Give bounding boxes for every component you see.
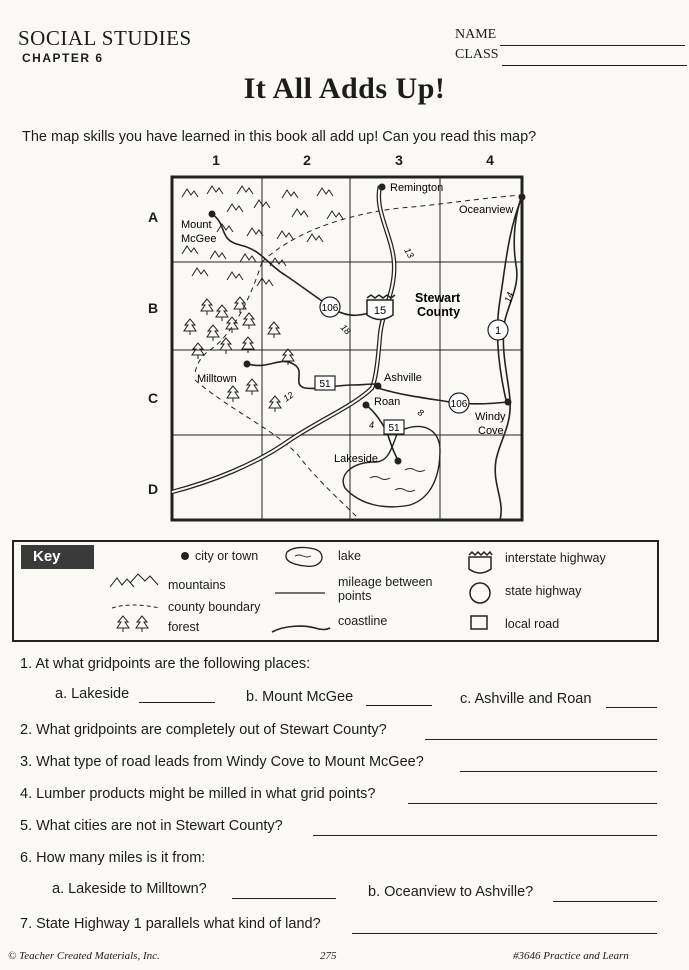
intro-text: The map skills you have learned in this book all add up! Can you read this map? <box>22 129 537 145</box>
answer-7-blank[interactable] <box>352 933 657 934</box>
local-road-51-box-lower: 51 <box>388 423 400 434</box>
question-4: 4. Lumber products might be milled in what grid points? <box>20 786 376 802</box>
key-coastline-label: coastline <box>338 614 388 628</box>
class-label: CLASS <box>455 47 499 62</box>
key-mileage-label-1: mileage between <box>338 575 433 589</box>
chapter-label: CHAPTER 6 <box>22 51 104 65</box>
key-forest-label: forest <box>168 620 200 634</box>
place-milltown: Milltown <box>197 373 237 385</box>
local-road-51-west <box>248 361 378 388</box>
answer-1b-blank[interactable] <box>366 705 432 706</box>
place-county: County <box>417 305 461 319</box>
key-city-label: city or town <box>195 549 259 563</box>
question-1: 1. At what gridpoints are the following places: <box>20 656 311 672</box>
page-title: It All Adds Up! <box>243 72 446 105</box>
footer-copyright: © Teacher Created Materials, Inc. <box>8 950 160 962</box>
key-state-highway-label: state highway <box>505 584 582 598</box>
question-3: 3. What type of road leads from Windy Cove to Mount McGee? <box>20 754 424 770</box>
question-2: 2. What gridpoints are completely out of Stewart County? <box>20 722 387 738</box>
lake <box>343 426 440 506</box>
answer-1c-blank[interactable] <box>606 707 657 708</box>
place-ashville: Ashville <box>384 372 422 384</box>
forest-symbols <box>184 297 294 412</box>
column-label-2: 2 <box>303 152 311 168</box>
question-6b: b. Oceanview to Ashville? <box>368 884 534 900</box>
mileage-12: 12 <box>281 389 296 404</box>
answer-6b-blank[interactable] <box>553 901 657 902</box>
place-roan: Roan <box>374 396 401 408</box>
place-oceanview: Oceanview <box>459 204 514 216</box>
key-city-dot <box>181 552 189 560</box>
name-label: NAME <box>455 27 497 42</box>
local-road-51-box-c: 51 <box>319 379 331 390</box>
answer-3-blank[interactable] <box>460 771 657 772</box>
mileage-13: 13 <box>402 246 416 260</box>
answer-2-blank[interactable] <box>425 739 657 740</box>
place-mount: Mount <box>181 219 212 231</box>
highway-106-shield-c: 106 <box>450 399 468 410</box>
question-7: 7. State Highway 1 parallels what kind of land? <box>20 916 321 932</box>
key-local-road-icon <box>471 616 487 629</box>
row-label-d: D <box>148 481 159 497</box>
subject-heading: SOCIAL STUDIES <box>18 26 192 50</box>
place-lakeside: Lakeside <box>334 453 379 465</box>
row-label-b: B <box>148 300 159 316</box>
interstate-shield: 15 <box>373 305 387 317</box>
key-mileage-label-2: points <box>338 589 372 603</box>
highway-106-shield-b: 106 <box>321 303 339 314</box>
key-interstate-icon <box>469 552 492 573</box>
key-boundary-label: county boundary <box>168 600 261 614</box>
answer-5-blank[interactable] <box>313 835 657 836</box>
place-mcgee: McGee <box>181 233 217 245</box>
key-lake-label: lake <box>338 549 361 563</box>
mileage-14: 14 <box>502 290 516 304</box>
key-mountains-label: mountains <box>168 578 226 592</box>
key-state-highway-icon <box>470 583 490 603</box>
key-interstate-label: interstate highway <box>505 551 606 565</box>
place-windy: Windy <box>475 411 506 423</box>
question-1a: a. Lakeside <box>55 686 130 702</box>
row-label-c: C <box>148 390 159 406</box>
column-label-3: 3 <box>395 152 403 168</box>
question-5: 5. What cities are not in Stewart County? <box>20 818 283 834</box>
question-1b: b. Mount McGee <box>246 689 354 705</box>
key-local-road-label: local road <box>505 617 560 631</box>
key-coastline-icon <box>272 626 330 632</box>
question-6a: a. Lakeside to Milltown? <box>52 881 207 897</box>
highway-1-shield: 1 <box>494 325 502 337</box>
key-title: Key <box>21 545 94 569</box>
key-boundary-icon <box>112 605 160 608</box>
mileage-4: 4 <box>369 420 375 430</box>
column-label-4: 4 <box>486 152 494 168</box>
mileage-8: 8 <box>416 407 426 419</box>
answer-6a-blank[interactable] <box>232 898 336 899</box>
answer-1a-blank[interactable] <box>139 702 215 703</box>
place-cove: Cove <box>478 425 504 437</box>
place-stewart: Stewart <box>415 291 461 305</box>
mileage-18: 18 <box>338 322 353 337</box>
answer-4-blank[interactable] <box>408 803 657 804</box>
row-label-a: A <box>148 209 159 225</box>
column-label-1: 1 <box>212 152 220 168</box>
key-mountains-icon <box>110 574 158 587</box>
footer-page-number: 275 <box>320 950 337 962</box>
question-6: 6. How many miles is it from: <box>20 850 206 866</box>
place-remington: Remington <box>390 182 444 194</box>
key-forest-icon <box>117 616 148 632</box>
question-1c: c. Ashville and Roan <box>460 691 592 707</box>
footer-book-code: #3646 Practice and Learn <box>513 950 629 962</box>
